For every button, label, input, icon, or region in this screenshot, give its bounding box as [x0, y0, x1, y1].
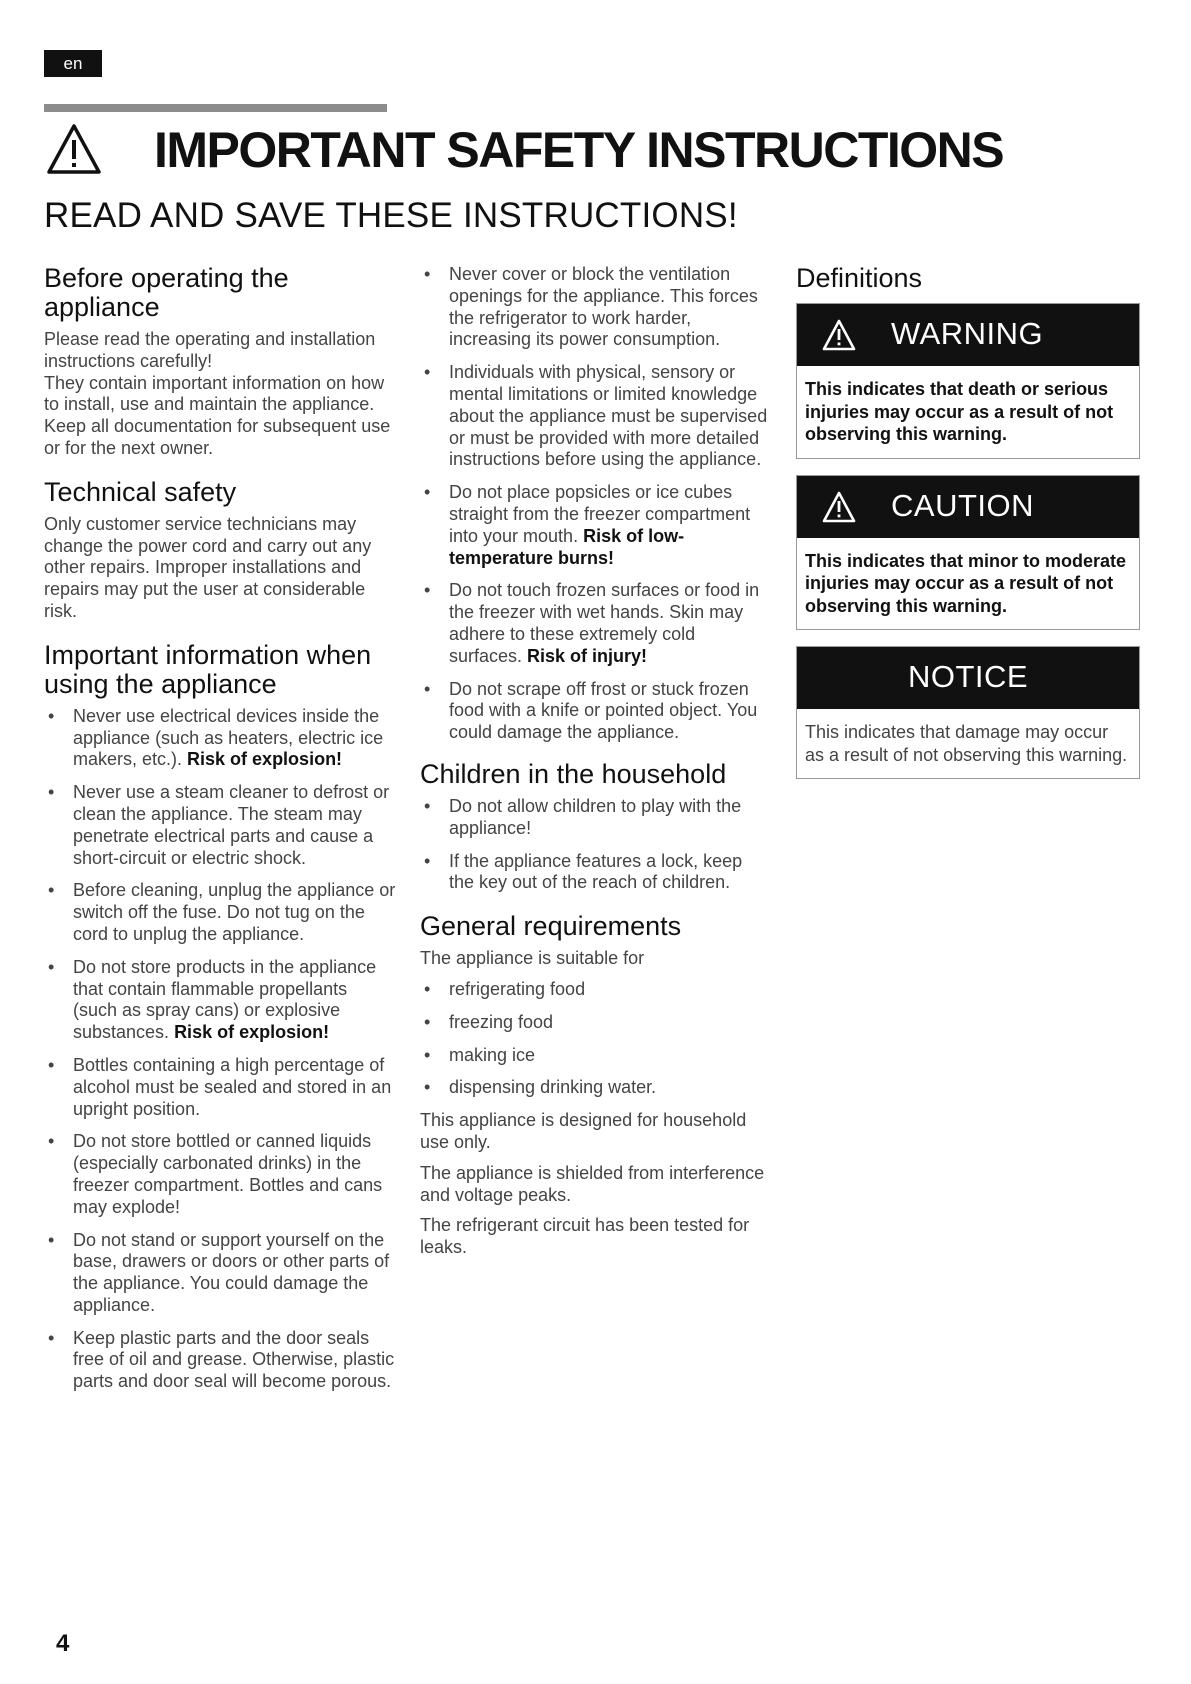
notice-text: This indicates that damage may occur as a result of not observing this warning.: [805, 722, 1128, 765]
safety-list-continued: [420, 264, 772, 744]
list-item: • Do not store products in the appliance that contain flammable propellants (such as spray cans) or explosive substances. Risk of explosion!: [44, 957, 396, 1044]
risk-label: Risk of injury!: [527, 645, 648, 666]
suitable-for-list: [420, 979, 772, 1099]
risk-label: Risk of explosion!: [187, 749, 343, 770]
warning-text: This indicates that death or serious injuries may occur as a result of not observing this warning.: [805, 379, 1114, 444]
notice-label: NOTICE: [907, 659, 1029, 694]
header-rule: [44, 104, 387, 112]
list-item: • Never use a steam cleaner to defrost or clean the appliance. The steam may penetrate electrical parts and cause a short-circuit or electric shock.: [44, 782, 396, 869]
list-item: • refrigerating food: [420, 979, 772, 1001]
language-badge: en: [44, 50, 102, 77]
children-list: [420, 796, 772, 894]
warning-triangle-icon: [44, 120, 104, 180]
paragraph: Only customer service technicians may change the power cord and carry out any other repairs. Improper installations and repairs may put the user at considerable risk.: [44, 513, 372, 621]
heading-general-requirements: General requirements: [420, 911, 682, 942]
list-item: • freezing food: [420, 1012, 772, 1034]
list-item: • Bottles containing a high percentage of alcohol must be sealed and stored in an upright position.: [44, 1055, 396, 1120]
paragraph: The appliance is suitable for: [420, 948, 645, 969]
caution-box: [796, 475, 1140, 631]
risk-label: Risk of low-temperature burns!: [449, 525, 685, 568]
warning-label: WARNING: [891, 316, 1044, 351]
caution-text: This indicates that minor to moderate injuries may occur as a result of not observing this warning.: [805, 550, 1127, 616]
column-left: [44, 264, 396, 1404]
heading-technical-safety: Technical safety: [44, 476, 237, 507]
paragraph: This appliance is designed for household use only.: [420, 1110, 747, 1152]
list-item: • Do not touch frozen surfaces or food in the freezer with wet hands. Skin may adhere to these extremely cold surfaces. Risk of injury!: [420, 580, 772, 667]
list-item: • Never cover or block the ventilation openings for the appliance. This forces the refrigerator to work harder, increasing its power consumption.: [420, 264, 772, 351]
paragraph: Keep all documentation for subsequent use or for the next owner.: [44, 416, 391, 458]
title-row: [44, 120, 1003, 180]
heading-children: Children in the household: [420, 758, 727, 789]
list-item: • Do not scrape off frost or stuck frozen food with a knife or pointed object. You could damage the appliance.: [420, 679, 772, 744]
heading-before-operating: Before operating the appliance: [44, 263, 289, 322]
list-item: • Do not place popsicles or ice cubes straight from the freezer compartment into your mouth. Risk of low-temperature burns!: [420, 482, 772, 569]
list-item: • Individuals with physical, sensory or mental limitations or limited knowledge about the appliance must be supervised or must be provided with more detailed instructions before using the appliance.: [420, 362, 772, 471]
list-item: • Do not store bottled or canned liquids (especially carbonated drinks) in the freezer compartment. Bottles and cans may explode!: [44, 1131, 396, 1218]
list-item: • dispensing drinking water.: [420, 1077, 772, 1099]
heading-important-information: Important information when using the appliance: [44, 639, 372, 699]
list-item: • making ice: [420, 1045, 772, 1067]
page-title: IMPORTANT SAFETY INSTRUCTIONS: [154, 122, 1004, 178]
heading-definitions: Definitions: [796, 263, 923, 293]
list-item: • Before cleaning, unplug the appliance or switch off the fuse. Do not tug on the cord to unplug the appliance.: [44, 880, 396, 945]
notice-box: [796, 646, 1140, 779]
list-item: • If the appliance features a lock, keep the key out of the reach of children.: [420, 851, 772, 895]
warning-box: [796, 303, 1140, 459]
paragraph: The appliance is shielded from interference and voltage peaks.: [420, 1162, 765, 1205]
caution-header: [797, 476, 1139, 538]
list-item: • Do not stand or support yourself on the base, drawers or doors or other parts of the appliance. You could damage the appliance.: [44, 1230, 396, 1317]
caution-label: CAUTION: [891, 487, 1034, 523]
paragraph: The refrigerant circuit has been tested for leaks.: [420, 1215, 750, 1258]
paragraph: They contain important information on how to install, use and maintain the appliance.: [44, 372, 385, 415]
column-right: [796, 264, 1140, 795]
list-item: • Keep plastic parts and the door seals free of oil and grease. Otherwise, plastic parts and door seal will become porous.: [44, 1328, 396, 1393]
warning-header: [797, 304, 1139, 366]
risk-label: Risk of explosion!: [174, 1022, 330, 1043]
notice-header: [797, 647, 1139, 709]
warning-triangle-icon: [821, 490, 857, 524]
column-middle: [420, 264, 772, 1268]
page-number: 4: [56, 1630, 70, 1657]
paragraph: Please read the operating and installation instructions carefully!: [44, 329, 376, 371]
list-item: • Do not allow children to play with the appliance!: [420, 796, 772, 840]
list-item: • Never use electrical devices inside the appliance (such as heaters, electric ice makers, etc.). Risk of explosion!: [44, 706, 396, 771]
warning-triangle-icon: [821, 318, 857, 352]
page-subtitle: READ AND SAVE THESE INSTRUCTIONS!: [44, 196, 738, 235]
important-info-list: [44, 706, 396, 1393]
